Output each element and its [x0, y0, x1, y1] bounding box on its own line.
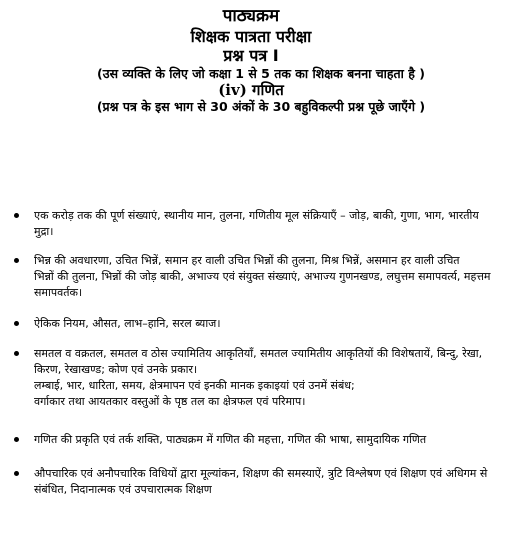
- section-roman: (iv): [218, 81, 247, 100]
- paper-note: (उस व्यक्ति के लिए जो कक्षा 1 से 5 तक का शिक्षक बनना चाहता है ): [97, 65, 425, 81]
- section-title: [0, 81, 512, 99]
- syllabus-title: पाठ्यक्रम: [222, 6, 280, 26]
- topic-text: ऐकिक नियम, औसत, लाभ–हानि, सरल ब्याज।: [34, 317, 221, 330]
- topic-text: भिन्न की अवधारणा, उचित भिन्नें, समान हर वाली उचित भिन्नों की तुलना, मिश्र भिन्नें, असमान हर वाली उचित भिन्नों की तुलना, भिन्नों की जोड़ बाकी, अभाज्य एवं संयुक्त संख्याएं, अभाज्य गुणनखण्ड, लघुत्तम समापवर्त्य, महत्तम समापवर्तक।: [34, 254, 491, 299]
- bullet-icon: [14, 351, 19, 356]
- exam-title: शिक्षक पात्रता परीक्षा: [190, 26, 312, 46]
- bullet-icon: [14, 471, 19, 476]
- bullet-icon: [14, 321, 19, 326]
- paper-title: प्रश्न पत्र I: [223, 46, 279, 66]
- syllabus-header: [0, 6, 522, 115]
- bullet-icon: [14, 258, 19, 263]
- topic-text: गणित की प्रकृति एवं तर्क शक्ति, पाठ्यक्रम में गणित की महत्ता, गणित की भाषा, सामुदायिक गणित: [34, 433, 427, 446]
- topic-text: औपचारिक एवं अनौपचारिक विधियों द्वारा मूल्यांकन, शिक्षण की समस्याऐं, त्रुटि विश्लेषण एवं शिक्षण एवं अधिगम से संबंधित, निदानात्मक एवं उपचारात्मक शिक्षण: [34, 467, 488, 496]
- bullet-icon: [14, 213, 19, 218]
- section-note: (प्रश्न पत्र के इस भाग से 30 अंकों के 30 बहुविकल्पी प्रश्न पूछे जाएँगे ): [96, 99, 426, 115]
- bullet-icon: [14, 437, 19, 442]
- section-name: गणित: [252, 81, 284, 100]
- topic-text: एक करोड़ तक की पूर्ण संख्याएं, स्थानीय मान, तुलना, गणितीय मूल संक्रियाएँ – जोड़, बाकी, गुणा, भाग, भारतीय मुद्रा।: [34, 209, 479, 238]
- topic-text: समतल व वक्रतल, समतल व ठोस ज्यामितिय आकृतियाँ, समतल ज्यामितीय आकृतियों की विशेषतायें, बिन्दु, रेखा, किरण, रेखाखण्ड; कोण एवं उनके प्रकार। लम्बाई, भार, धारिता, समय, क्षेत्रमापन एवं इनकी मानक इकाइयां एवं उनमें संबंध; वर्गाकार तथा आयतकार वस्तुओं के पृष्ठ तल का क्षेत्रफल एवं परिमाप।: [34, 347, 483, 408]
